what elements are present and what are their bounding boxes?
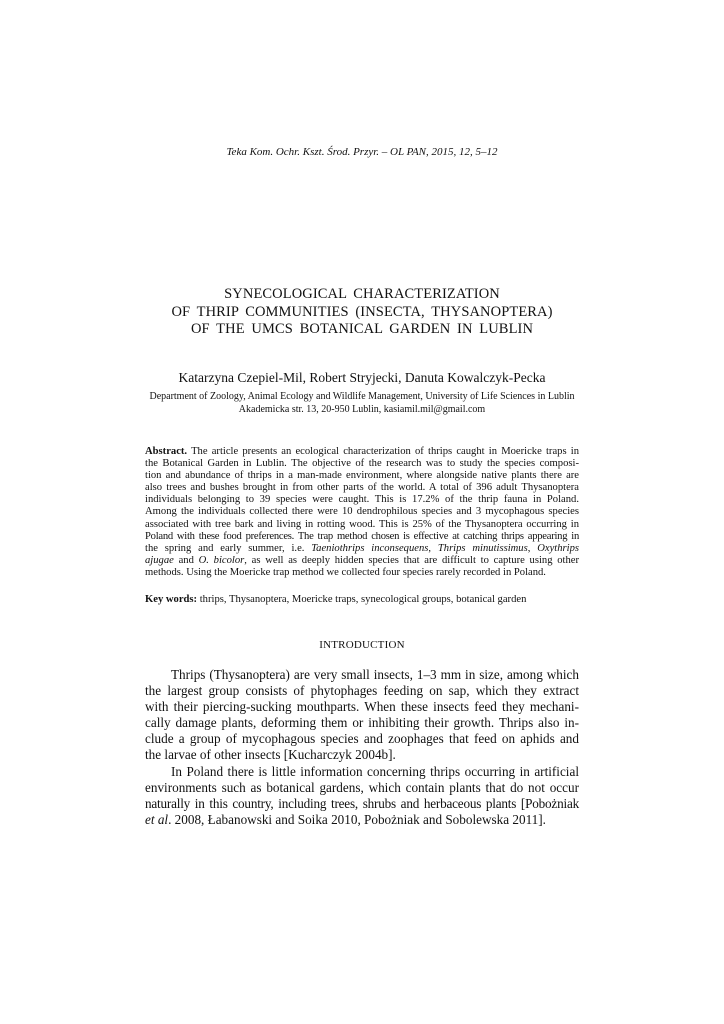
species-name: ajugae [145, 554, 174, 566]
abstract-line: individuals belonging to 39 species were caught. This is 17.2% of the thrip fauna in Poland. [145, 494, 579, 506]
body-line: In Poland there is little information concerning thrips occurring in artificial [171, 763, 579, 779]
body-line: cally damage plants, deforming them or inhibiting their growth. Thrips also in- [145, 715, 579, 731]
abstract-line: Abstract. The article presents an ecological characterization of thrips caught in Moericke traps in [145, 446, 579, 457]
abstract-line: the spring and early summer, i.e. Taeniothrips inconsequens, Thrips minutissimus, Oxythrips [145, 542, 580, 554]
abstract-line: tion and abundance of thrips in a man-made environment, where alongside native plants there are [145, 470, 579, 482]
affiliation-line: Department of Zoology, Animal Ecology and Wildlife Management, University of Life Sciences in Lublin [149, 391, 575, 402]
species-name: Thrips minutissimus [437, 542, 528, 554]
title-line: SYNECOLOGICAL CHARACTERIZATION [224, 286, 500, 302]
journal-reference: Teka Kom. Ochr. Kszt. Środ. Przyr. – OL PAN, 2015, 12, 5–12 [226, 146, 498, 158]
species-name: Oxythrips [537, 542, 580, 554]
abstract-line: associated with tree bark and living in rotting wood. This is 25% of the Thysanoptera occurring in [145, 518, 579, 530]
section-heading: INTRODUCTION [319, 639, 405, 651]
abstract [145, 446, 579, 579]
body-line: the largest group consists of phytophages feeding on sap, which they extract [145, 683, 579, 699]
body-line: environments such as botanical gardens, which contain plants that do not occur [145, 779, 579, 795]
body-line: et al. 2008, Łabanowski and Soika 2010, Pobożniak and Sobolewska 2011]. [145, 811, 546, 827]
introduction-text [145, 667, 579, 828]
title-line: OF THE UMCS BOTANICAL GARDEN IN LUBLIN [190, 321, 534, 337]
keywords: Key words: thrips, Thysanoptera, Moericke traps, synecological groups, botanical garden [145, 594, 527, 605]
abstract-label: Abstract. [145, 446, 188, 457]
author-list: Katarzyna Czepiel-Mil, Robert Stryjecki, Danuta Kowalczyk-Pecka [178, 370, 546, 385]
body-line: naturally in this country, including trees, shrubs and herbaceous plants [Pobożniak [145, 795, 579, 811]
abstract-line: Among the individuals collected there were 10 dendrophilous species and 3 mycophagous species [145, 506, 579, 518]
body-line: clude a group of mycophagous species and zoophages that feed on aphids and [145, 731, 579, 747]
body-line: the larvae of other insects [Kucharczyk 2004b]. [145, 747, 396, 763]
affiliation [0, 390, 724, 416]
body-line: Thrips (Thysanoptera) are very small insects, 1–3 mm in size, among which [171, 667, 579, 682]
abstract-line: also trees and bushes brought in from other parts of the world. A total of 396 adult Thysanoptera [145, 482, 579, 494]
citation-italic: et al [145, 811, 169, 827]
species-name: Taeniothrips inconsequens [311, 542, 429, 554]
abstract-line: the Botanical Garden in Lublin. The objective of the research was to study the species composi- [145, 458, 579, 470]
affiliation-line: Akademicka str. 13, 20-950 Lublin, kasiamil.mil@gmail.com [238, 404, 486, 415]
abstract-line: methods. Using the Moericke trap method we collected four species rarely recorded in Poland. [145, 566, 546, 578]
keywords-label: Key words: [145, 594, 198, 605]
abstract-line: Poland with these food preferences. The trap method chosen is effective at catching thrips appearing in [145, 530, 579, 542]
paper-title [0, 286, 724, 339]
title-line: OF THRIP COMMUNITIES (INSECTA, THYSANOPTERA) [171, 303, 553, 320]
abstract-line: ajugae and O. bicolor, as well as deeply hidden species that are difficult to capture using other [145, 554, 580, 566]
body-line: with their piercing-sucking mouthparts. When these insects feed they mechani- [145, 699, 579, 715]
species-name: O. bicolor [198, 554, 245, 566]
